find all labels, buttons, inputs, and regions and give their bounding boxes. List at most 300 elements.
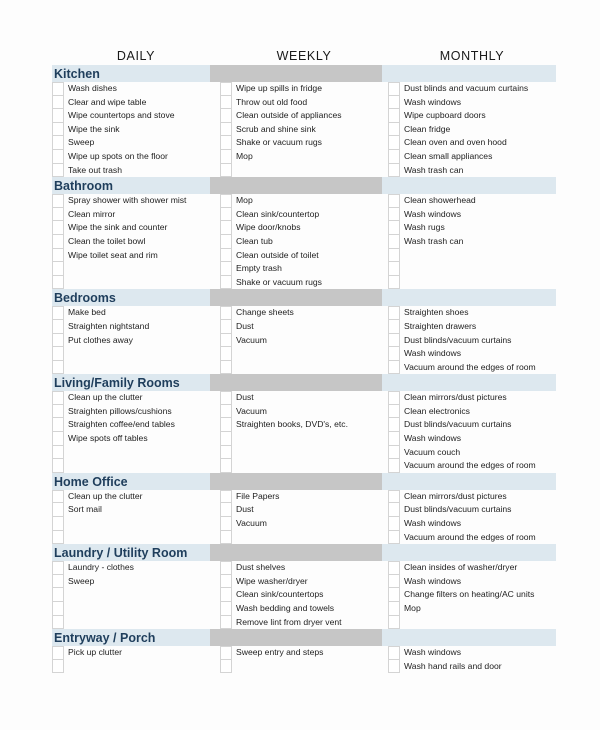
daily-task (52, 602, 220, 616)
section-band-monthly (382, 473, 556, 490)
weekly-checkbox[interactable] (220, 347, 232, 361)
daily-checkbox[interactable] (52, 136, 64, 150)
daily-task (52, 646, 220, 660)
monthly-task-label (400, 276, 404, 290)
monthly-checkbox[interactable] (388, 82, 400, 96)
monthly-task (388, 588, 556, 602)
daily-checkbox[interactable] (52, 561, 64, 575)
weekly-task (220, 262, 388, 276)
monthly-checkbox[interactable] (388, 276, 400, 290)
section-band-monthly (382, 65, 556, 82)
task-row (52, 660, 556, 674)
task-row (52, 150, 556, 164)
monthly-checkbox[interactable] (388, 561, 400, 575)
monthly-checkbox[interactable] (388, 418, 400, 432)
daily-checkbox[interactable] (52, 123, 64, 137)
weekly-checkbox[interactable] (220, 306, 232, 320)
weekly-task-label (232, 660, 236, 674)
monthly-checkbox[interactable] (388, 503, 400, 517)
monthly-task-label (400, 262, 404, 276)
monthly-task (388, 123, 556, 137)
monthly-checkbox[interactable] (388, 208, 400, 222)
daily-checkbox[interactable] (52, 391, 64, 405)
section-band-weekly (210, 629, 382, 646)
daily-task-label: Make bed (68, 307, 106, 318)
daily-task (52, 561, 220, 575)
daily-checkbox[interactable] (52, 82, 64, 96)
daily-task (52, 432, 220, 446)
monthly-checkbox[interactable] (388, 446, 400, 460)
weekly-checkbox[interactable] (220, 616, 232, 630)
monthly-task-label: Wash windows (404, 575, 461, 586)
daily-checkbox[interactable] (52, 418, 64, 432)
monthly-task (388, 347, 556, 361)
weekly-task-label: Remove lint from dryer vent (236, 616, 342, 627)
monthly-task (388, 446, 556, 460)
task-row (52, 208, 556, 222)
daily-task-label: Clean up the clutter (68, 490, 143, 501)
weekly-task (220, 164, 388, 178)
section-band-daily (52, 289, 210, 306)
daily-task (52, 221, 220, 235)
monthly-checkbox[interactable] (388, 602, 400, 616)
task-row (52, 123, 556, 137)
daily-header: DAILY (116, 49, 156, 63)
weekly-checkbox[interactable] (220, 276, 232, 290)
daily-task (52, 208, 220, 222)
section-title: Home Office (54, 474, 128, 489)
daily-checkbox[interactable] (52, 503, 64, 517)
monthly-checkbox[interactable] (388, 575, 400, 589)
section-title: Kitchen (54, 67, 100, 81)
monthly-task (388, 96, 556, 110)
task-row (52, 276, 556, 290)
weekly-checkbox[interactable] (220, 262, 232, 276)
task-row (52, 531, 556, 545)
task-row (52, 235, 556, 249)
weekly-checkbox[interactable] (220, 503, 232, 517)
weekly-task (220, 334, 388, 348)
daily-task-label (64, 361, 68, 375)
daily-checkbox[interactable] (52, 96, 64, 110)
monthly-task (388, 164, 556, 178)
task-row (52, 164, 556, 178)
daily-task (52, 320, 220, 334)
daily-task-label: Straighten coffee/end tables (68, 419, 175, 430)
weekly-checkbox[interactable] (220, 194, 232, 208)
monthly-checkbox[interactable] (388, 194, 400, 208)
daily-checkbox[interactable] (52, 221, 64, 235)
weekly-task (220, 646, 388, 660)
monthly-task (388, 262, 556, 276)
section-band-weekly (210, 289, 382, 306)
daily-task-label (64, 517, 68, 531)
weekly-task-label: Empty trash (236, 263, 282, 274)
weekly-checkbox[interactable] (220, 150, 232, 164)
monthly-task (388, 660, 556, 674)
daily-task-label: Sweep (68, 137, 95, 148)
weekly-task (220, 391, 388, 405)
weekly-checkbox[interactable] (220, 418, 232, 432)
daily-task-label: Clean up the clutter (68, 392, 143, 403)
monthly-task (388, 136, 556, 150)
weekly-task (220, 503, 388, 517)
daily-task (52, 123, 220, 137)
daily-checkbox[interactable] (52, 361, 64, 375)
weekly-checkbox[interactable] (220, 602, 232, 616)
task-row (52, 561, 556, 575)
daily-checkbox[interactable] (52, 490, 64, 504)
daily-task (52, 361, 220, 375)
monthly-task-label: Mop (404, 603, 421, 613)
section-title: Laundry / Utility Room (54, 546, 188, 561)
monthly-task (388, 616, 556, 630)
daily-task-label: Laundry - clothes (68, 562, 134, 573)
task-row (52, 459, 556, 473)
daily-checkbox[interactable] (52, 405, 64, 419)
weekly-task-label: Vacuum (236, 518, 267, 529)
monthly-checkbox[interactable] (388, 660, 400, 674)
task-row (52, 347, 556, 361)
weekly-checkbox[interactable] (220, 391, 232, 405)
weekly-task-label: Sweep entry and steps (236, 647, 324, 658)
monthly-task (388, 334, 556, 348)
daily-checkbox[interactable] (52, 531, 64, 545)
weekly-task (220, 432, 388, 446)
chore-checklist (52, 48, 556, 673)
weekly-checkbox[interactable] (220, 164, 232, 178)
weekly-checkbox[interactable] (220, 575, 232, 589)
weekly-checkbox[interactable] (220, 334, 232, 348)
weekly-task-label: Clean outside of appliances (236, 110, 342, 121)
monthly-checkbox[interactable] (388, 646, 400, 660)
weekly-checkbox[interactable] (220, 123, 232, 137)
monthly-checkbox[interactable] (388, 361, 400, 375)
daily-task (52, 194, 220, 208)
task-row (52, 588, 556, 602)
weekly-checkbox[interactable] (220, 82, 232, 96)
daily-checkbox[interactable] (52, 446, 64, 460)
monthly-checkbox[interactable] (388, 136, 400, 150)
monthly-checkbox[interactable] (388, 96, 400, 110)
section-title: Entryway / Porch (54, 631, 156, 646)
daily-checkbox[interactable] (52, 249, 64, 263)
weekly-task (220, 320, 388, 334)
daily-task-label: Pick up clutter (68, 647, 122, 658)
weekly-task (220, 82, 388, 96)
section-title: Bedrooms (54, 291, 116, 306)
section-band-weekly (210, 374, 382, 391)
weekly-task (220, 588, 388, 602)
monthly-task (388, 194, 556, 208)
daily-task (52, 150, 220, 164)
task-row (52, 320, 556, 334)
weekly-task (220, 490, 388, 504)
weekly-checkbox[interactable] (220, 588, 232, 602)
weekly-checkbox[interactable] (220, 531, 232, 545)
section-band-weekly (210, 473, 382, 490)
daily-task (52, 164, 220, 178)
weekly-checkbox[interactable] (220, 361, 232, 375)
weekly-task-label: Dust (236, 392, 254, 403)
section-band-monthly (382, 177, 556, 194)
weekly-checkbox[interactable] (220, 459, 232, 473)
section-band-weekly (210, 544, 382, 561)
daily-task (52, 588, 220, 602)
daily-task (52, 391, 220, 405)
monthly-checkbox[interactable] (388, 347, 400, 361)
monthly-task-label: Clean mirrors/dust pictures (404, 392, 507, 403)
monthly-task (388, 361, 556, 375)
weekly-task (220, 221, 388, 235)
weekly-task-label (232, 459, 236, 473)
weekly-task-label: Vacuum (236, 334, 267, 345)
monthly-task-label: Wash windows (404, 348, 461, 359)
section-band-weekly (210, 65, 382, 82)
monthly-task (388, 208, 556, 222)
section-band-monthly (382, 289, 556, 306)
daily-checkbox[interactable] (52, 517, 64, 531)
monthly-checkbox[interactable] (388, 262, 400, 276)
monthly-task (388, 418, 556, 432)
weekly-task (220, 235, 388, 249)
monthly-checkbox[interactable] (388, 391, 400, 405)
weekly-task-label: Clean sink/countertops (236, 589, 324, 600)
task-row (52, 503, 556, 517)
weekly-checkbox[interactable] (220, 96, 232, 110)
section-header-bedrooms (52, 289, 556, 306)
task-row (52, 109, 556, 123)
monthly-checkbox[interactable] (388, 517, 400, 531)
monthly-checkbox[interactable] (388, 306, 400, 320)
weekly-task (220, 361, 388, 375)
task-row (52, 249, 556, 263)
task-row (52, 602, 556, 616)
daily-checkbox[interactable] (52, 109, 64, 123)
monthly-checkbox[interactable] (388, 459, 400, 473)
monthly-task-label: Clean insides of washer/dryer (404, 562, 518, 573)
monthly-task (388, 306, 556, 320)
monthly-task-label: Clean showerhead (404, 195, 476, 206)
weekly-task (220, 660, 388, 674)
daily-task-label (64, 459, 68, 473)
weekly-task-label: Wipe up spills in fridge (236, 83, 322, 93)
daily-checkbox[interactable] (52, 575, 64, 589)
weekly-task (220, 561, 388, 575)
weekly-task-label: Mop (236, 195, 253, 206)
daily-checkbox[interactable] (52, 588, 64, 602)
weekly-checkbox[interactable] (220, 561, 232, 575)
section-header-laundry-utility-room (52, 544, 556, 561)
daily-checkbox[interactable] (52, 276, 64, 290)
daily-checkbox[interactable] (52, 334, 64, 348)
weekly-task (220, 446, 388, 460)
daily-checkbox[interactable] (52, 320, 64, 334)
daily-task-label: Wash dishes (68, 83, 117, 93)
monthly-task-label: Wipe cupboard doors (404, 110, 486, 121)
daily-task-label: Straighten nightstand (68, 320, 150, 331)
weekly-checkbox[interactable] (220, 249, 232, 263)
monthly-task (388, 235, 556, 249)
weekly-task-label: Wipe door/knobs (236, 222, 301, 233)
daily-checkbox[interactable] (52, 164, 64, 178)
weekly-task (220, 123, 388, 137)
weekly-checkbox[interactable] (220, 208, 232, 222)
task-row (52, 221, 556, 235)
monthly-checkbox[interactable] (388, 249, 400, 263)
weekly-checkbox[interactable] (220, 446, 232, 460)
daily-task-label: Clear and wipe table (68, 96, 147, 107)
daily-checkbox[interactable] (52, 347, 64, 361)
monthly-checkbox[interactable] (388, 616, 400, 630)
weekly-checkbox[interactable] (220, 136, 232, 150)
weekly-task-label (232, 531, 236, 545)
daily-checkbox[interactable] (52, 602, 64, 616)
daily-checkbox[interactable] (52, 646, 64, 660)
monthly-checkbox[interactable] (388, 235, 400, 249)
daily-task-label: Wipe up spots on the floor (68, 150, 168, 161)
daily-task-label (64, 446, 68, 460)
daily-task (52, 616, 220, 630)
weekly-task (220, 347, 388, 361)
weekly-checkbox[interactable] (220, 432, 232, 446)
weekly-checkbox[interactable] (220, 320, 232, 334)
daily-task-label: Take out trash (68, 164, 122, 175)
daily-checkbox[interactable] (52, 616, 64, 630)
task-row (52, 334, 556, 348)
monthly-checkbox[interactable] (388, 588, 400, 602)
daily-task (52, 517, 220, 531)
monthly-task-label: Wash rugs (404, 222, 445, 233)
monthly-task-label: Wash windows (404, 208, 461, 219)
section-header-bathroom (52, 177, 556, 194)
monthly-task (388, 150, 556, 164)
weekly-checkbox[interactable] (220, 517, 232, 531)
monthly-checkbox[interactable] (388, 531, 400, 545)
monthly-checkbox[interactable] (388, 150, 400, 164)
daily-task-label: Clean the toilet bowl (68, 235, 146, 246)
monthly-task (388, 503, 556, 517)
weekly-checkbox[interactable] (220, 109, 232, 123)
section-band-daily (52, 544, 210, 561)
daily-task-label (64, 588, 68, 602)
daily-task (52, 235, 220, 249)
daily-checkbox[interactable] (52, 432, 64, 446)
monthly-checkbox[interactable] (388, 164, 400, 178)
monthly-task-label: Clean electronics (404, 405, 470, 416)
monthly-task-label: Clean small appliances (404, 150, 493, 161)
daily-task-label: Sort mail (68, 504, 102, 515)
monthly-checkbox[interactable] (388, 405, 400, 419)
weekly-checkbox[interactable] (220, 660, 232, 674)
weekly-task (220, 150, 388, 164)
weekly-task (220, 602, 388, 616)
monthly-task-label: Straighten shoes (404, 307, 469, 318)
monthly-task-label: Vacuum couch (404, 446, 461, 457)
weekly-task-label: Clean tub (236, 235, 273, 246)
daily-task-label (64, 616, 68, 630)
daily-task-label: Wipe spots off tables (68, 433, 148, 444)
section-title: Bathroom (54, 179, 114, 194)
monthly-task (388, 221, 556, 235)
monthly-task-label: Wash windows (404, 433, 461, 444)
monthly-task-label: Vacuum around the edges of room (404, 460, 536, 471)
daily-checkbox[interactable] (52, 262, 64, 276)
monthly-task-label: Change filters on heating/AC units (404, 589, 535, 600)
daily-task-label (64, 531, 68, 545)
weekly-checkbox[interactable] (220, 646, 232, 660)
monthly-checkbox[interactable] (388, 432, 400, 446)
task-row (52, 391, 556, 405)
weekly-task-label: File Papers (236, 490, 280, 501)
task-row (52, 418, 556, 432)
daily-task (52, 249, 220, 263)
monthly-checkbox[interactable] (388, 320, 400, 334)
section-band-daily (52, 177, 210, 194)
daily-checkbox[interactable] (52, 194, 64, 208)
task-row (52, 82, 556, 96)
section-band-daily (52, 65, 210, 82)
daily-task-label (64, 660, 68, 674)
daily-task-label: Spray shower with shower mist (68, 195, 187, 206)
monthly-checkbox[interactable] (388, 109, 400, 123)
weekly-task (220, 459, 388, 473)
daily-task (52, 459, 220, 473)
section-header-home-office (52, 473, 556, 490)
daily-task-label: Straighten pillows/cushions (68, 405, 172, 416)
weekly-checkbox[interactable] (220, 405, 232, 419)
weekly-task-label: Clean sink/countertop (236, 208, 320, 219)
section-band-weekly (210, 177, 382, 194)
monthly-task-label: Clean fridge (404, 123, 451, 134)
monthly-header: MONTHLY (439, 49, 505, 63)
weekly-task-label: Wash bedding and towels (236, 603, 335, 613)
weekly-task-label: Vacuum (236, 405, 267, 416)
weekly-checkbox[interactable] (220, 221, 232, 235)
daily-checkbox[interactable] (52, 459, 64, 473)
daily-checkbox[interactable] (52, 660, 64, 674)
weekly-checkbox[interactable] (220, 235, 232, 249)
weekly-task-label: Shake or vacuum rugs (236, 276, 322, 287)
monthly-checkbox[interactable] (388, 490, 400, 504)
daily-checkbox[interactable] (52, 235, 64, 249)
task-row (52, 646, 556, 660)
weekly-checkbox[interactable] (220, 490, 232, 504)
daily-task-label: Put clothes away (68, 334, 133, 345)
daily-checkbox[interactable] (52, 306, 64, 320)
weekly-task (220, 616, 388, 630)
monthly-task-label: Vacuum around the edges of room (404, 361, 536, 372)
task-row (52, 446, 556, 460)
monthly-checkbox[interactable] (388, 221, 400, 235)
daily-task-label (64, 347, 68, 361)
monthly-task-label: Wash windows (404, 518, 461, 529)
section-header-kitchen (52, 65, 556, 82)
daily-checkbox[interactable] (52, 150, 64, 164)
section-header-entryway-porch (52, 629, 556, 646)
monthly-checkbox[interactable] (388, 123, 400, 137)
section-band-monthly (382, 629, 556, 646)
monthly-task (388, 320, 556, 334)
weekly-task (220, 575, 388, 589)
monthly-task (388, 276, 556, 290)
monthly-checkbox[interactable] (388, 334, 400, 348)
monthly-task (388, 575, 556, 589)
monthly-task-label: Wash trash can (404, 164, 464, 175)
daily-checkbox[interactable] (52, 208, 64, 222)
weekly-task (220, 531, 388, 545)
weekly-task-label (232, 432, 236, 446)
